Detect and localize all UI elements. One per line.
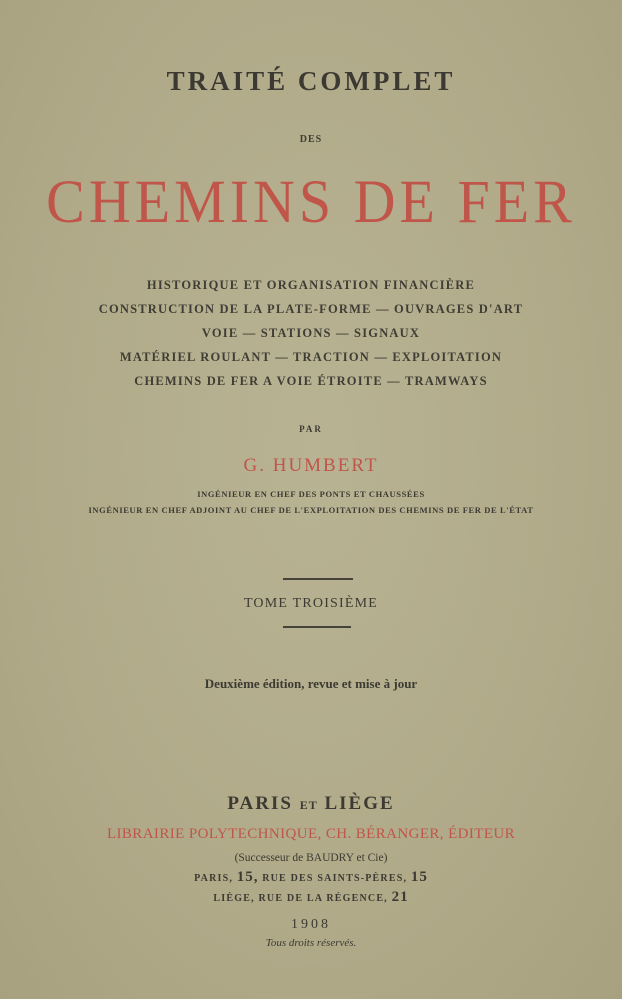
imprint-cities xyxy=(0,793,622,815)
city-join: ET xyxy=(299,798,318,812)
paris-address xyxy=(0,869,622,886)
publisher-successor: (Successeur de BAUDRY et Cie) xyxy=(234,852,388,864)
divider-rule xyxy=(283,578,353,580)
title-line-2: DES xyxy=(299,134,323,145)
liege-prefix: LIÈGE, RUE DE LA RÉGENCE, xyxy=(213,893,388,904)
city-paris: PARIS xyxy=(227,793,293,814)
rights-notice: Tous droits réservés. xyxy=(265,937,357,949)
subject-line: VOIE — STATIONS — SIGNAUX xyxy=(201,326,421,340)
subject-line: HISTORIQUE ET ORGANISATION FINANCIÈRE xyxy=(146,278,476,292)
main-title: CHEMINS DE FER xyxy=(46,167,576,236)
author-affiliation: INGÉNIEUR EN CHEF ADJOINT AU CHEF DE L'EXPLOITATION DES CHEMINS DE FER DE L'ÉTAT xyxy=(88,505,534,515)
liege-number: 21 xyxy=(391,889,409,905)
paris-number: 15, xyxy=(236,869,259,885)
paris-street: RUE DES SAINTS-PÈRES, xyxy=(262,873,408,884)
city-liege: LIÈGE xyxy=(324,793,395,814)
publication-year: 1908 xyxy=(291,917,331,932)
subject-line: CONSTRUCTION DE LA PLATE-FORME — OUVRAGES D'ART xyxy=(98,302,524,316)
by-label: PAR xyxy=(299,424,323,434)
author-affiliation: INGÉNIEUR EN CHEF DES PONTS ET CHAUSSÉES xyxy=(197,489,425,499)
liege-address xyxy=(0,889,622,906)
publisher-name: LIBRAIRIE POLYTECHNIQUE, CH. BÉRANGER, ÉDITEUR xyxy=(106,826,516,842)
paris-prefix: PARIS, xyxy=(194,873,234,884)
volume-label: TOME TROISIÈME xyxy=(243,596,379,611)
paris-number-2: 15 xyxy=(410,869,428,885)
author-name: G. HUMBERT xyxy=(243,455,379,476)
subject-line: CHEMINS DE FER A VOIE ÉTROITE — TRAMWAYS xyxy=(134,374,488,388)
edition-note: Deuxième édition, revue et mise à jour xyxy=(204,676,418,691)
subject-line: MATÉRIEL ROULANT — TRACTION — EXPLOITATION xyxy=(119,350,503,364)
title-line-1: TRAITÉ COMPLET xyxy=(166,66,456,96)
divider-rule xyxy=(283,626,351,628)
